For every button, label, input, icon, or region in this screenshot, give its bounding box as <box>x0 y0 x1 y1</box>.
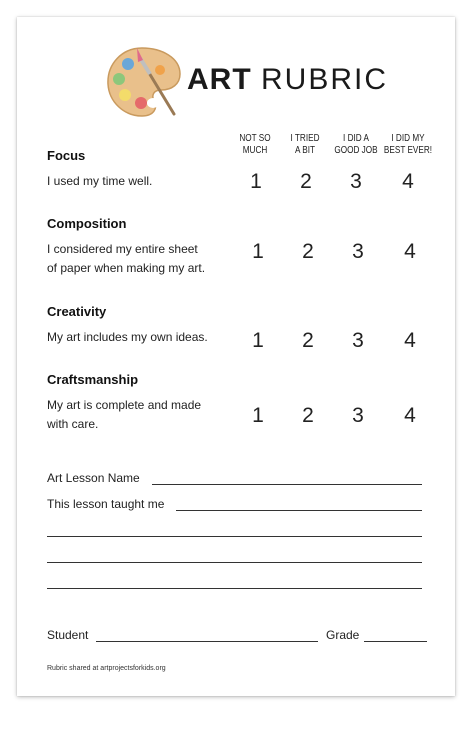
grade-line[interactable] <box>364 641 427 642</box>
score-option[interactable]: 1 <box>252 404 264 427</box>
score-option[interactable]: 1 <box>250 170 262 193</box>
writing-line[interactable] <box>47 562 422 563</box>
title-light: RUBRIC <box>261 63 389 96</box>
score-option[interactable]: 3 <box>352 404 364 427</box>
column-header-4: I DID MY BEST EVER! <box>383 133 433 156</box>
score-option[interactable]: 4 <box>402 170 414 193</box>
lesson-name-line[interactable] <box>152 484 422 485</box>
lesson-name-label: Art Lesson Name <box>47 471 140 485</box>
score-option[interactable]: 3 <box>352 240 364 263</box>
column-header-2: I TRIED A BIT <box>290 133 320 156</box>
lesson-taught-line[interactable] <box>176 510 422 511</box>
section-desc-creativity: My art includes my own ideas. <box>47 330 208 344</box>
column-header-1: NOT SO MUCH <box>239 133 271 156</box>
student-label: Student <box>47 628 89 642</box>
section-desc-craftsmanship: My art is complete and made with care. <box>47 398 202 431</box>
score-option[interactable]: 2 <box>302 329 314 352</box>
section-desc-composition: I considered my entire sheet of paper when making my art. <box>47 242 206 275</box>
section-title-creativity: Creativity <box>47 304 107 319</box>
writing-line[interactable] <box>47 536 422 537</box>
rubric-sheet <box>17 17 455 696</box>
score-option[interactable]: 1 <box>252 329 264 352</box>
footer-credit: Rubric shared at artprojectsforkids.org <box>47 665 166 672</box>
score-option[interactable]: 3 <box>352 329 364 352</box>
grade-label: Grade <box>326 628 360 642</box>
score-option[interactable]: 2 <box>300 170 312 193</box>
lesson-taught-label: This lesson taught me <box>47 497 165 511</box>
page-title <box>187 63 388 97</box>
section-title-craftsmanship: Craftsmanship <box>47 372 139 387</box>
writing-line[interactable] <box>47 588 422 589</box>
score-option[interactable]: 2 <box>302 404 314 427</box>
score-option[interactable]: 4 <box>404 404 416 427</box>
score-option[interactable]: 3 <box>350 170 362 193</box>
title-bold: ART <box>187 63 252 96</box>
section-desc-focus: I used my time well. <box>47 174 153 188</box>
score-option[interactable]: 4 <box>404 240 416 263</box>
section-title-composition: Composition <box>47 216 127 231</box>
paint-palette-icon <box>104 44 184 122</box>
score-option[interactable]: 4 <box>404 329 416 352</box>
student-name-line[interactable] <box>96 641 318 642</box>
score-option[interactable]: 2 <box>302 240 314 263</box>
section-title-focus: Focus <box>47 148 86 163</box>
score-option[interactable]: 1 <box>252 240 264 263</box>
column-header-3: I DID A GOOD JOB <box>334 133 378 156</box>
